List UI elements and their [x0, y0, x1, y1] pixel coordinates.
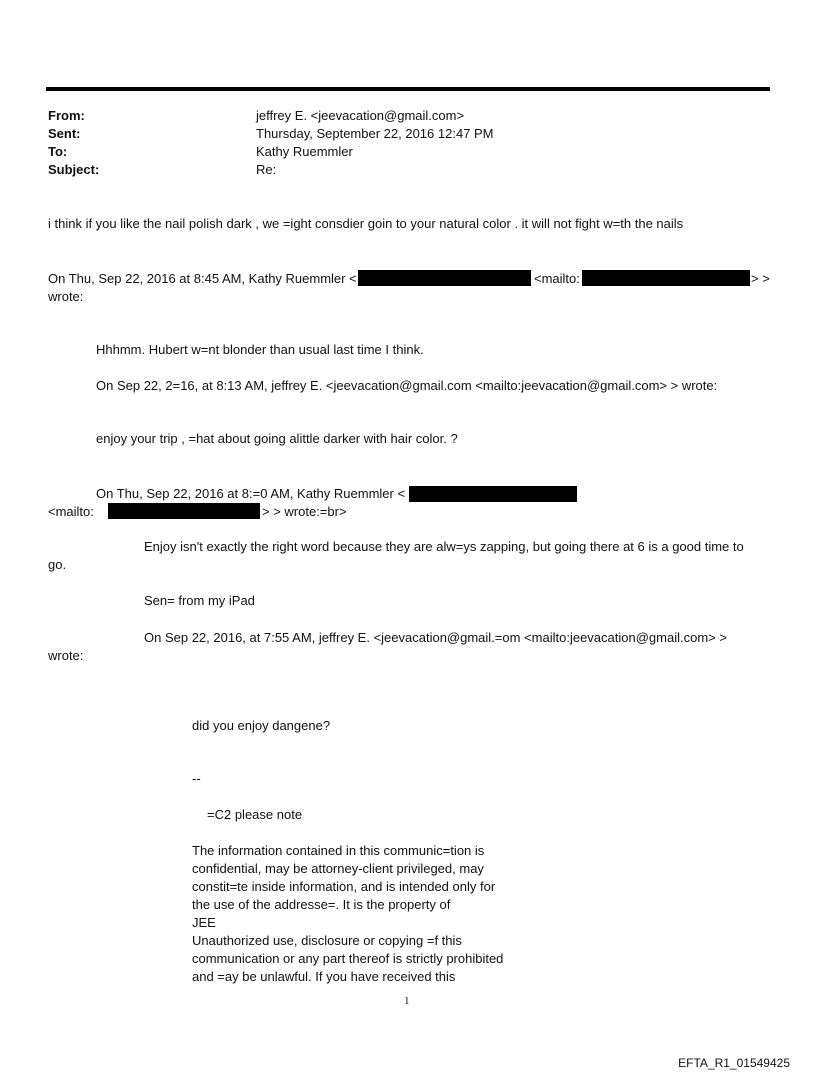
disclaimer-line: the use of the addresse=. It is the property of: [192, 897, 451, 912]
quote1-mailto: <mailto:: [534, 271, 580, 286]
from-value: jeffrey E. <jeevacation@gmail.com>: [256, 108, 465, 123]
disclaimer-line: Unauthorized use, disclosure or copying =f this: [192, 933, 462, 948]
enjoy-isnt-line: Enjoy isn't exactly the right word because they are alw=ys zapping, but going there at 6 is a good time to: [144, 539, 744, 554]
enjoy-isnt-wrap: go.: [48, 557, 67, 572]
redaction-box: [108, 503, 260, 519]
disclaimer-line: and =ay be unlawful. If you have received this: [192, 969, 456, 984]
quote1-prefix: On Thu, Sep 22, 2016 at 8:45 AM, Kathy Ruemmler <: [48, 271, 357, 286]
dangene-line: did you enjoy dangene?: [192, 718, 331, 733]
disclaimer-line: communication or any part thereof is strictly prohibited: [192, 951, 504, 966]
disclaimer-line: constit=te inside information, and is intended only for: [192, 879, 496, 894]
hhhmm-line: Hhhmm. Hubert w=nt blonder than usual last time I think.: [96, 342, 424, 357]
quote2-mailto: <mailto:: [48, 504, 94, 519]
enjoy-trip-line: enjoy your trip , =hat about going alittle darker with hair color. ?: [96, 431, 458, 446]
disclaimer-line: The information contained in this communic=tion is: [192, 843, 485, 858]
disclaimer-line: confidential, may be attorney-client privileged, may: [192, 861, 484, 876]
quote-header-3: On Sep 22, 2016, at 7:55 AM, jeffrey E. <jeevacation@gmail.=om <mailto:jeevacation@gmail.com> >: [144, 630, 727, 645]
sent-value: Thursday, September 22, 2016 12:47 PM: [256, 126, 494, 141]
redaction-box: [409, 486, 577, 502]
sent-from-ipad: Sen= from my iPad: [144, 593, 255, 608]
quote2-wrote: > > wrote:=br>: [262, 504, 347, 519]
please-note: =C2 please note: [207, 807, 303, 822]
to-value: Kathy Ruemmler: [256, 144, 353, 159]
redaction-box: [358, 270, 531, 286]
from-label: From:: [48, 108, 85, 123]
quote1-close: > >: [751, 271, 770, 286]
page-number: 1: [404, 995, 410, 1007]
reply-line: i think if you like the nail polish dark , we =ight consdier goin to your natural color . it will not fight w=th the nails: [48, 216, 684, 231]
quote-header-2: On Sep 22, 2=16, at 8:13 AM, jeffrey E. <jeevacation@gmail.com <mailto:jeevacation@gmail.com> > wrote:: [96, 378, 718, 393]
sent-label: Sent:: [48, 126, 81, 141]
quote1-wrote: wrote:: [48, 289, 84, 304]
redaction-box: [582, 270, 750, 286]
subject-value: Re:: [256, 162, 277, 177]
header-rule: [46, 87, 770, 91]
document-id: EFTA_R1_01549425: [678, 1056, 790, 1070]
disclaimer-line: JEE: [192, 915, 216, 930]
to-label: To:: [48, 144, 68, 159]
subject-label: Subject:: [48, 162, 100, 177]
quote-header-3-wrote: wrote:: [48, 648, 84, 663]
quote2-prefix: On Thu, Sep 22, 2016 at 8:=0 AM, Kathy Ruemmler <: [96, 486, 406, 501]
signature-dashes: --: [192, 771, 201, 786]
